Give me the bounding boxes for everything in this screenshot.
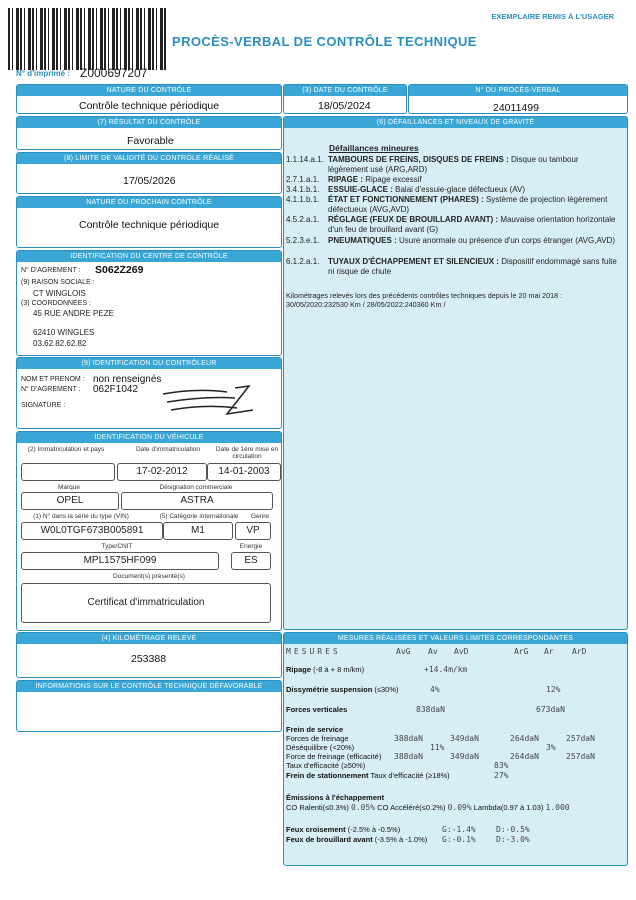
pv-number-box: [408, 84, 628, 114]
deseq-label: Déséquilibre (<20%): [286, 743, 355, 752]
cat-label: (5) Catégorie internationale: [159, 513, 239, 520]
defects-panel: (6) DÉFAILLANCES ET NIVEAUX DE GRAVITÉ Défaillances mineures 1.1.14.a.1. TAMBOURS DE FREINS, DISQUES DE FREINS : Disque ou tambour légèrement usé (ARG,ARD) 2.7.1.a.1. RIPAGE : Ripage excessif 3.4.1.b.1. ESSUIE-GLACE : Balai d'essuie-glace défectueux (AV) 4.1.1.b.1. ÉTAT ET FONCTIONNEMENT (PHARES) : Système de projection légèrement défectueux (AVG,AVD) 4.5.2.a.1. RÉGLAGE (FEUX DE BROUILLARD AVANT) : Mauvaise orientation horizontale d'un feu de brouillard avant (G) 5.2.3.e.1. PNEUMATIQUES : Usure anormale ou présence d'un corps étranger (AVG,AVD) 6.1.2.a.1. TUYAUX D'ÉCHAPPEMENT ET SILENCIEUX : Dispositif endommagé sans fuite ni risque de chute Kilométrages relevés lors des précédents contrôles techniques depuis le 20 mai 2018 : 30/05/2020:232530 Km / 28/05/2022:240360 Km /: [283, 116, 628, 630]
col-ard: ArD: [572, 647, 587, 656]
signature-image: [157, 384, 257, 420]
result-value: Favorable: [127, 135, 174, 147]
feux-brouil-range: (-3.5% à -1.0%): [374, 835, 428, 844]
defect-row: 1.1.14.a.1. TAMBOURS DE FREINS, DISQUES DE FREINS : Disque ou tambour légèrement usé (ARG,ARD): [286, 155, 579, 174]
nature-label: NATURE DU CONTRÔLE: [17, 85, 281, 96]
km-value: 253388: [131, 653, 167, 665]
co-accel-value: 0.09%: [447, 803, 472, 812]
col-avd: AvD: [454, 647, 469, 656]
col-ar: Ar: [544, 647, 554, 656]
force-eff-label: Force de freinage (efficacité): [286, 752, 382, 761]
col-arg: ArG: [514, 647, 529, 656]
validity-label: (8) LIMITE DE VALIDITÉ DU CONTRÔLE RÉALISÉ: [17, 153, 281, 164]
nature-value: Contrôle technique périodique: [79, 100, 220, 112]
vehicle-box: [16, 431, 282, 631]
defects-title: Défaillances mineures: [329, 143, 419, 153]
measures-header: MESURES: [286, 647, 341, 656]
info-box: [16, 680, 282, 732]
first-immat-label: Date d'immatriculation: [135, 446, 201, 453]
marque-label: Marque: [57, 484, 81, 491]
taux-value: 83%: [494, 761, 509, 770]
forces-ar: 673daN: [536, 705, 565, 714]
co-accel-label: CO Accéléré(≤0.2%): [377, 803, 446, 812]
forces-label: Forces verticales: [286, 705, 348, 714]
controller-label: (9) IDENTIFICATION DU CONTRÔLEUR: [17, 358, 281, 369]
date-label: (3) DATE DU CONTRÔLE: [284, 85, 406, 96]
validity-box: [16, 152, 282, 194]
co-ralenti-value: 0.05%: [350, 803, 376, 812]
dissym-label: Dissymétrie suspension: [286, 685, 373, 694]
result-box: [16, 116, 282, 150]
feux-crois-label: Feux croisement: [286, 825, 346, 834]
co-ralenti-label: CO Ralenti(≤0.3%): [286, 803, 349, 812]
ff-avg: 388daN: [394, 734, 423, 743]
center-agrement: S062Z269: [95, 264, 144, 276]
designation-field: ASTRA: [121, 492, 273, 510]
docs-label: Document(s) présenté(s): [113, 573, 185, 580]
stat-label: Frein de stationnement: [286, 771, 369, 780]
col-av: Av: [428, 647, 438, 656]
pv-number-value: 24011499: [493, 102, 539, 114]
center-agrement-label: N° D'AGREMENT :: [21, 267, 81, 274]
cat-field: M1: [163, 522, 233, 540]
validity-value: 17/05/2026: [123, 175, 176, 187]
ff-arg: 264daN: [510, 734, 539, 743]
controller-box: [16, 357, 282, 429]
next-control-label: NATURE DU PROCHAIN CONTRÔLE: [17, 197, 281, 208]
next-control-box: [16, 196, 282, 248]
feux-brouil-d: D:-3.0%: [496, 835, 530, 844]
printed-number-label: N° d'imprimé :: [16, 69, 70, 78]
center-label: IDENTIFICATION DU CENTRE DE CONTRÔLE: [17, 251, 281, 262]
deseq-ar: 3%: [546, 743, 556, 752]
vehicle-label: IDENTIFICATION DU VÉHICULE: [17, 432, 281, 443]
feux-brouil-label: Feux de brouillard avant: [286, 835, 373, 844]
printed-number: Z000697207: [80, 66, 148, 80]
controller-name-label: NOM ET PRENOM :: [21, 376, 85, 383]
genre-field: VP: [235, 522, 271, 540]
energie-label: Energie: [239, 543, 263, 550]
type-field: MPL1575HF099: [21, 552, 219, 570]
feux-crois-d: D:-0.5%: [496, 825, 530, 834]
immat-label: (2) Immatriculation et pays: [27, 446, 105, 453]
col-avg: AvG: [396, 647, 411, 656]
genre-label: Genre: [250, 513, 270, 520]
center-phone: 03.62.82.62.82: [33, 339, 87, 348]
measures-label: MESURES RÉALISÉES ET VALEURS LIMITES CORRESPONDANTES: [284, 633, 627, 644]
barcode: [8, 8, 168, 70]
result-label: (7) RÉSULTAT DU CONTRÔLE: [17, 117, 281, 128]
km-history: Kilométrages relevés lors des précédents contrôles techniques depuis le 20 mai 2018 : 30/05/2020:232530 Km / 28/05/2022:240360 Km /: [286, 291, 563, 309]
frein-service-label: Frein de service: [286, 725, 344, 734]
center-address: 45 RUE ANDRE PEZE: [33, 309, 114, 318]
taux-label: Taux d'efficacité (≥50%): [286, 761, 366, 770]
copy-note: EXEMPLAIRE REMIS À L'USAGER: [491, 12, 614, 21]
ripage-value: +14.4m/km: [424, 665, 468, 674]
nature-box: [16, 84, 282, 114]
first-circ-label: Date de 1ère mise en circulation: [215, 446, 279, 460]
designation-label: Désignation commerciale: [159, 484, 233, 491]
stat-value: 27%: [494, 771, 509, 780]
next-control-value: Contrôle technique périodique: [79, 219, 220, 231]
vin-field: W0L0TGF673B005891: [21, 522, 163, 540]
controller-agrement: 062F1042: [93, 384, 139, 395]
km-box: [16, 632, 282, 678]
forces-av: 838daN: [416, 705, 445, 714]
km-label: (4) KILOMÉTRAGE RELEVÉ: [17, 633, 281, 644]
center-city: 62410 WINGLES: [33, 328, 95, 337]
emissions-label: Émissions à l'échappement: [286, 793, 385, 802]
fe-avg: 388daN: [394, 752, 423, 761]
feux-brouil-g: G:-0.1%: [442, 835, 476, 844]
docs-field: Certificat d'immatriculation: [21, 583, 271, 623]
dissym-ar: 12%: [546, 685, 561, 694]
marque-field: OPEL: [21, 492, 119, 510]
fe-avd: 349daN: [450, 752, 479, 761]
deseq-av: 11%: [430, 743, 445, 752]
date-box: [283, 84, 407, 114]
signature-label: SIGNATURE :: [21, 402, 66, 409]
center-raison: CT WINGLOIS: [33, 289, 86, 298]
ff-avd: 349daN: [450, 734, 479, 743]
center-box: [16, 250, 282, 356]
type-label: Type/CNIT: [101, 543, 133, 550]
immat-field: [21, 463, 115, 481]
date-circ-field: 14-01-2003: [207, 463, 281, 481]
stat-taux-label: Taux d'efficacité (≥18%): [370, 771, 450, 780]
controller-name: non renseignés: [93, 374, 162, 385]
center-raison-label: (9) RAISON SOCIALE :: [21, 279, 95, 286]
fe-ard: 257daN: [566, 752, 595, 761]
feux-crois-g: G:-1.4%: [442, 825, 476, 834]
date-value: 18/05/2024: [318, 100, 371, 112]
vin-label: (1) N° dans la série du type (VIN): [33, 513, 129, 520]
controller-agrement-label: N° D'AGREMENT :: [21, 386, 81, 393]
defects-label: (6) DÉFAILLANCES ET NIVEAUX DE GRAVITÉ: [284, 117, 627, 128]
energie-field: ES: [231, 552, 271, 570]
measures-panel: [283, 632, 628, 866]
lambda-value: 1.000: [545, 803, 570, 812]
dissym-range: (≤30%): [374, 685, 399, 694]
ff-ard: 257daN: [566, 734, 595, 743]
date-immat-field: 17-02-2012: [117, 463, 207, 481]
feux-crois-range: (-2.5% à -0.5%): [347, 825, 401, 834]
info-label: INFORMATIONS SUR LE CONTRÔLE TECHNIQUE DÉFAVORABLE: [17, 681, 281, 692]
fe-arg: 264daN: [510, 752, 539, 761]
center-coords-label: (3) COORDONNEES :: [21, 300, 92, 307]
dissym-av: 4%: [430, 685, 440, 694]
ripage-label: Ripage: [286, 665, 312, 674]
pv-number-label: N° DU PROCÈS-VERBAL: [409, 85, 627, 96]
ripage-range: (-8 à + 8 m/km): [313, 665, 365, 674]
lambda-label: Lambda(0.97 à 1.03): [473, 803, 544, 812]
forces-frein-label: Forces de freinage: [286, 734, 349, 743]
document-title: PROCÈS-VERBAL DE CONTRÔLE TECHNIQUE: [172, 34, 477, 49]
